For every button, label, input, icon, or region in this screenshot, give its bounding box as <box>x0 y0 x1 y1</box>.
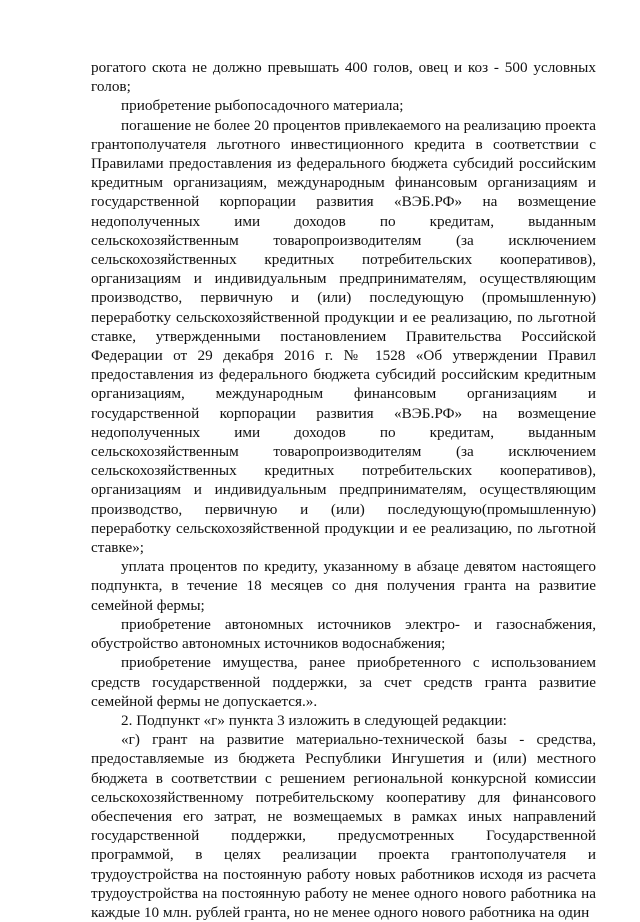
paragraph-fish-stock: приобретение рыбопосадочного материала; <box>121 97 404 115</box>
paragraph-amendment-heading: 2. Подпункт «г» пункта 3 изложить в следующей редакции: <box>121 711 507 729</box>
paragraph-property-restriction: приобретение имущества, ранее приобретенного с использованием средств государственной поддержки, за счет средств гранта развитие семейной фермы не допускается.». <box>91 654 596 710</box>
paragraph-credit-repayment: погашение не более 20 процентов привлекаемого на реализацию проекта грантополучателя льготного инвестиционного кредита в соответствии с Правилами предоставления из федерального бюджета субсидий российским кредитным организациям, международным финансовым организациям и государственной корпорации развития «ВЭБ.РФ» на возмещение недополученных ими доходов по кредитам, выданным сельскохозяйственным товаропроизводителям (за исключением сельскохозяйственных кредитных потребительских кооперативов), организациям и индивидуальным предпринимателям, осуществляющим производство, первичную и (или) последующую (промышленную) переработку сельскохозяйственной продукции и ее реализацию, по льготной ставке, утвержденными постановлением Правительства Российской Федерации от 29 декабря 2016 г. № 1528 «Об утверждении Правил предоставления из федерального бюджета субсидий российским кредитным организациям, международным финансовым организациям и государственной корпорации развития «ВЭБ.РФ» на возмещение недополученных ими доходов по кредитам, выданным сельскохозяйственным товаропроизводителям (за исключением сельскохозяйственных кредитных потребительских кооперативов), организациям и индивидуальным предпринимателям, осуществляющим производство, первичную и (или) последующую(промышленную) переработку сельскохозяйственной продукции и ее реализацию, по льготной ставке»; <box>91 116 596 557</box>
paragraph-grant-definition: «г) грант на развитие материально-технической базы - средства, предоставляемые из бюджета Республики Ингушетия и (или) местного бюджета в соответствии с решением региональной конкурсной комиссии сельскохозяйственному потребительскому кооперативу для финансового обеспечения его затрат, не возмещаемых в рамках иных направлений государственной поддержки, предусмотренных Государственной программой, в целях реализации проекта грантополучателя и трудоустройства на постоянную работу новых работников исходя из расчета трудоустройства на постоянную работу не менее одного нового работника на каждые 10 млн. рублей гранта, но не менее одного нового работника на один <box>91 731 596 921</box>
paragraph-livestock-limit: рогатого скота не должно превышать 400 голов, овец и коз - 500 условных голов; <box>91 59 596 96</box>
paragraph-interest-payment: уплата процентов по кредиту, указанному в абзаце девятом настоящего подпункта, в течение 18 месяцев со дня получения гранта на развитие семейной фермы; <box>91 558 596 614</box>
document-page <box>91 58 596 922</box>
paragraph-autonomous-supply: приобретение автономных источников электро- и газоснабжения, обустройство автономных источников водоснабжения; <box>91 615 596 653</box>
